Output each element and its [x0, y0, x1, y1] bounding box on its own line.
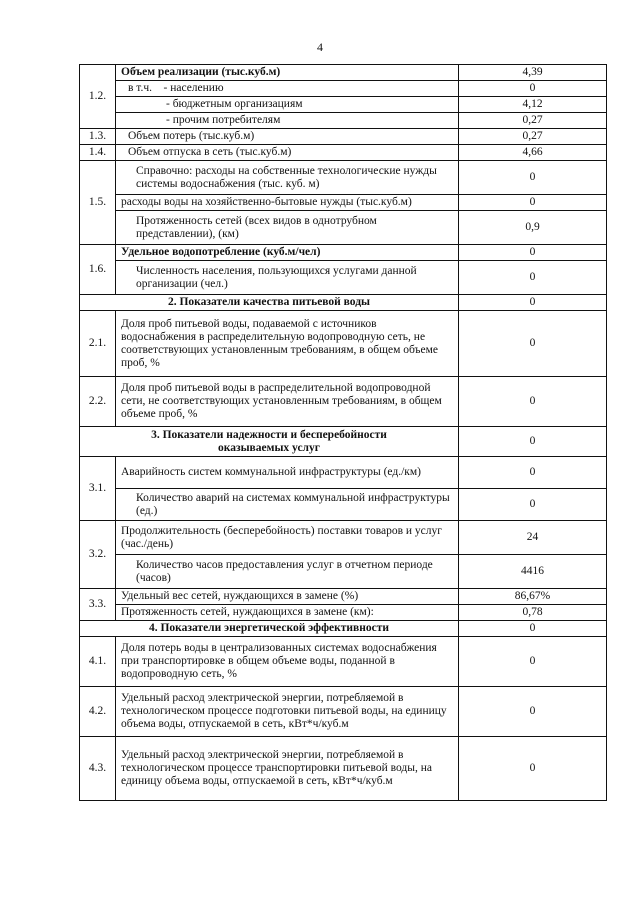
row-label: Объем реализации (тыс.куб.м)	[116, 65, 459, 81]
page-number: 4	[317, 40, 323, 54]
table-row	[80, 521, 607, 555]
row-label: Численность населения, пользующихся услугами данной организации (чел.)	[116, 261, 459, 295]
row-label: Справочно: расходы на собственные технологические нужды системы водоснабжения (тыс. куб. м)	[116, 161, 459, 195]
row-value: 4416	[459, 555, 607, 589]
row-label: - прочим потребителям	[116, 113, 459, 129]
row-value: 0	[459, 295, 607, 311]
row-value: 4,39	[459, 65, 607, 81]
row-value: 0	[459, 457, 607, 489]
row-label: Удельный расход электрической энергии, потребляемой в технологическом процессе транспортировки питьевой воды, на единицу объема воды, отпускаемой в сеть, кВт*ч/куб.м	[116, 737, 459, 801]
table-row	[80, 97, 607, 113]
row-value: 0	[459, 377, 607, 427]
row-value: 0	[459, 637, 607, 687]
table-row	[80, 81, 607, 97]
table-row	[80, 605, 607, 621]
row-number: 4.3.	[80, 737, 116, 801]
row-number: 1.2.	[80, 65, 116, 129]
row-value: 0	[459, 161, 607, 195]
table-row	[80, 377, 607, 427]
table-row	[80, 427, 607, 457]
row-label: в т.ч. - населению	[116, 81, 459, 97]
section-heading: 4. Показатели энергетической эффективности	[80, 621, 459, 637]
table-row	[80, 637, 607, 687]
row-value: 0,27	[459, 113, 607, 129]
row-label: Протяженность сетей (всех видов в однотрубном представлении), (км)	[116, 211, 459, 245]
row-label: Объем потерь (тыс.куб.м)	[116, 129, 459, 145]
row-value: 0,9	[459, 211, 607, 245]
row-label: Доля проб питьевой воды, подаваемой с источников водоснабжения в распределительную водопроводную сеть, не соответствующих установленным требованиям, в общем объеме проб, %	[116, 311, 459, 377]
row-label: Аварийность систем коммунальной инфраструктуры (ед./км)	[116, 457, 459, 489]
row-number: 3.2.	[80, 521, 116, 589]
table-row	[80, 457, 607, 489]
table-row	[80, 195, 607, 211]
row-number: 1.3.	[80, 129, 116, 145]
row-value: 0	[459, 427, 607, 457]
table-row	[80, 261, 607, 295]
row-number: 2.1.	[80, 311, 116, 377]
row-number: 4.1.	[80, 637, 116, 687]
table-row	[80, 555, 607, 589]
row-label: Удельный вес сетей, нуждающихся в замене (%)	[116, 589, 459, 605]
table-row	[80, 311, 607, 377]
row-number: 1.5.	[80, 161, 116, 245]
row-value: 0	[459, 311, 607, 377]
table-row	[80, 737, 607, 801]
row-value: 86,67%	[459, 589, 607, 605]
table-row	[80, 65, 607, 81]
table-row	[80, 145, 607, 161]
row-value: 24	[459, 521, 607, 555]
row-number: 2.2.	[80, 377, 116, 427]
row-value: 0	[459, 245, 607, 261]
row-label: Удельный расход электрической энергии, потребляемой в технологическом процессе подготовки питьевой воды, на единицу объема воды, отпускаемой в сеть, кВт*ч/куб.м	[116, 687, 459, 737]
table-row	[80, 245, 607, 261]
row-number: 3.1.	[80, 457, 116, 521]
table-row	[80, 621, 607, 637]
row-label: - бюджетным организациям	[116, 97, 459, 113]
row-value: 0	[459, 489, 607, 521]
row-value: 0	[459, 737, 607, 801]
row-label: Доля проб питьевой воды в распределительной водопроводной сети, не соответствующих установленным требованиям, в общем объеме проб, %	[116, 377, 459, 427]
row-value: 0	[459, 195, 607, 211]
row-label: расходы воды на хозяйственно-бытовые нужды (тыс.куб.м)	[116, 195, 459, 211]
row-label: Количество аварий на системах коммунальной инфраструктуры (ед.)	[116, 489, 459, 521]
row-value: 0,78	[459, 605, 607, 621]
row-label: Протяженность сетей, нуждающихся в замене (км):	[116, 605, 459, 621]
table-row	[80, 489, 607, 521]
row-number: 4.2.	[80, 687, 116, 737]
row-value: 0	[459, 261, 607, 295]
table-row	[80, 161, 607, 195]
table-row	[80, 589, 607, 605]
row-number: 1.4.	[80, 145, 116, 161]
table-row	[80, 687, 607, 737]
section-heading: 2. Показатели качества питьевой воды	[80, 295, 459, 311]
row-label: Количество часов предоставления услуг в отчетном периоде (часов)	[116, 555, 459, 589]
table-row	[80, 295, 607, 311]
table-row	[80, 129, 607, 145]
row-value: 4,12	[459, 97, 607, 113]
row-value: 0	[459, 81, 607, 97]
indicators-table	[79, 64, 607, 801]
section-heading: 3. Показатели надежности и бесперебойности оказываемых услуг	[80, 427, 459, 457]
row-number: 1.6.	[80, 245, 116, 295]
row-value: 0	[459, 687, 607, 737]
table-row	[80, 113, 607, 129]
row-label: Объем отпуска в сеть (тыс.куб.м)	[116, 145, 459, 161]
row-value: 0	[459, 621, 607, 637]
row-label: Продолжительность (бесперебойность) поставки товаров и услуг (час./день)	[116, 521, 459, 555]
row-value: 4,66	[459, 145, 607, 161]
table-row	[80, 211, 607, 245]
row-number: 3.3.	[80, 589, 116, 621]
row-label: Удельное водопотребление (куб.м/чел)	[116, 245, 459, 261]
row-label: Доля потерь воды в централизованных системах водоснабжения при транспортировке в общем объеме воды, поданной в водопроводную сеть, %	[116, 637, 459, 687]
row-value: 0,27	[459, 129, 607, 145]
